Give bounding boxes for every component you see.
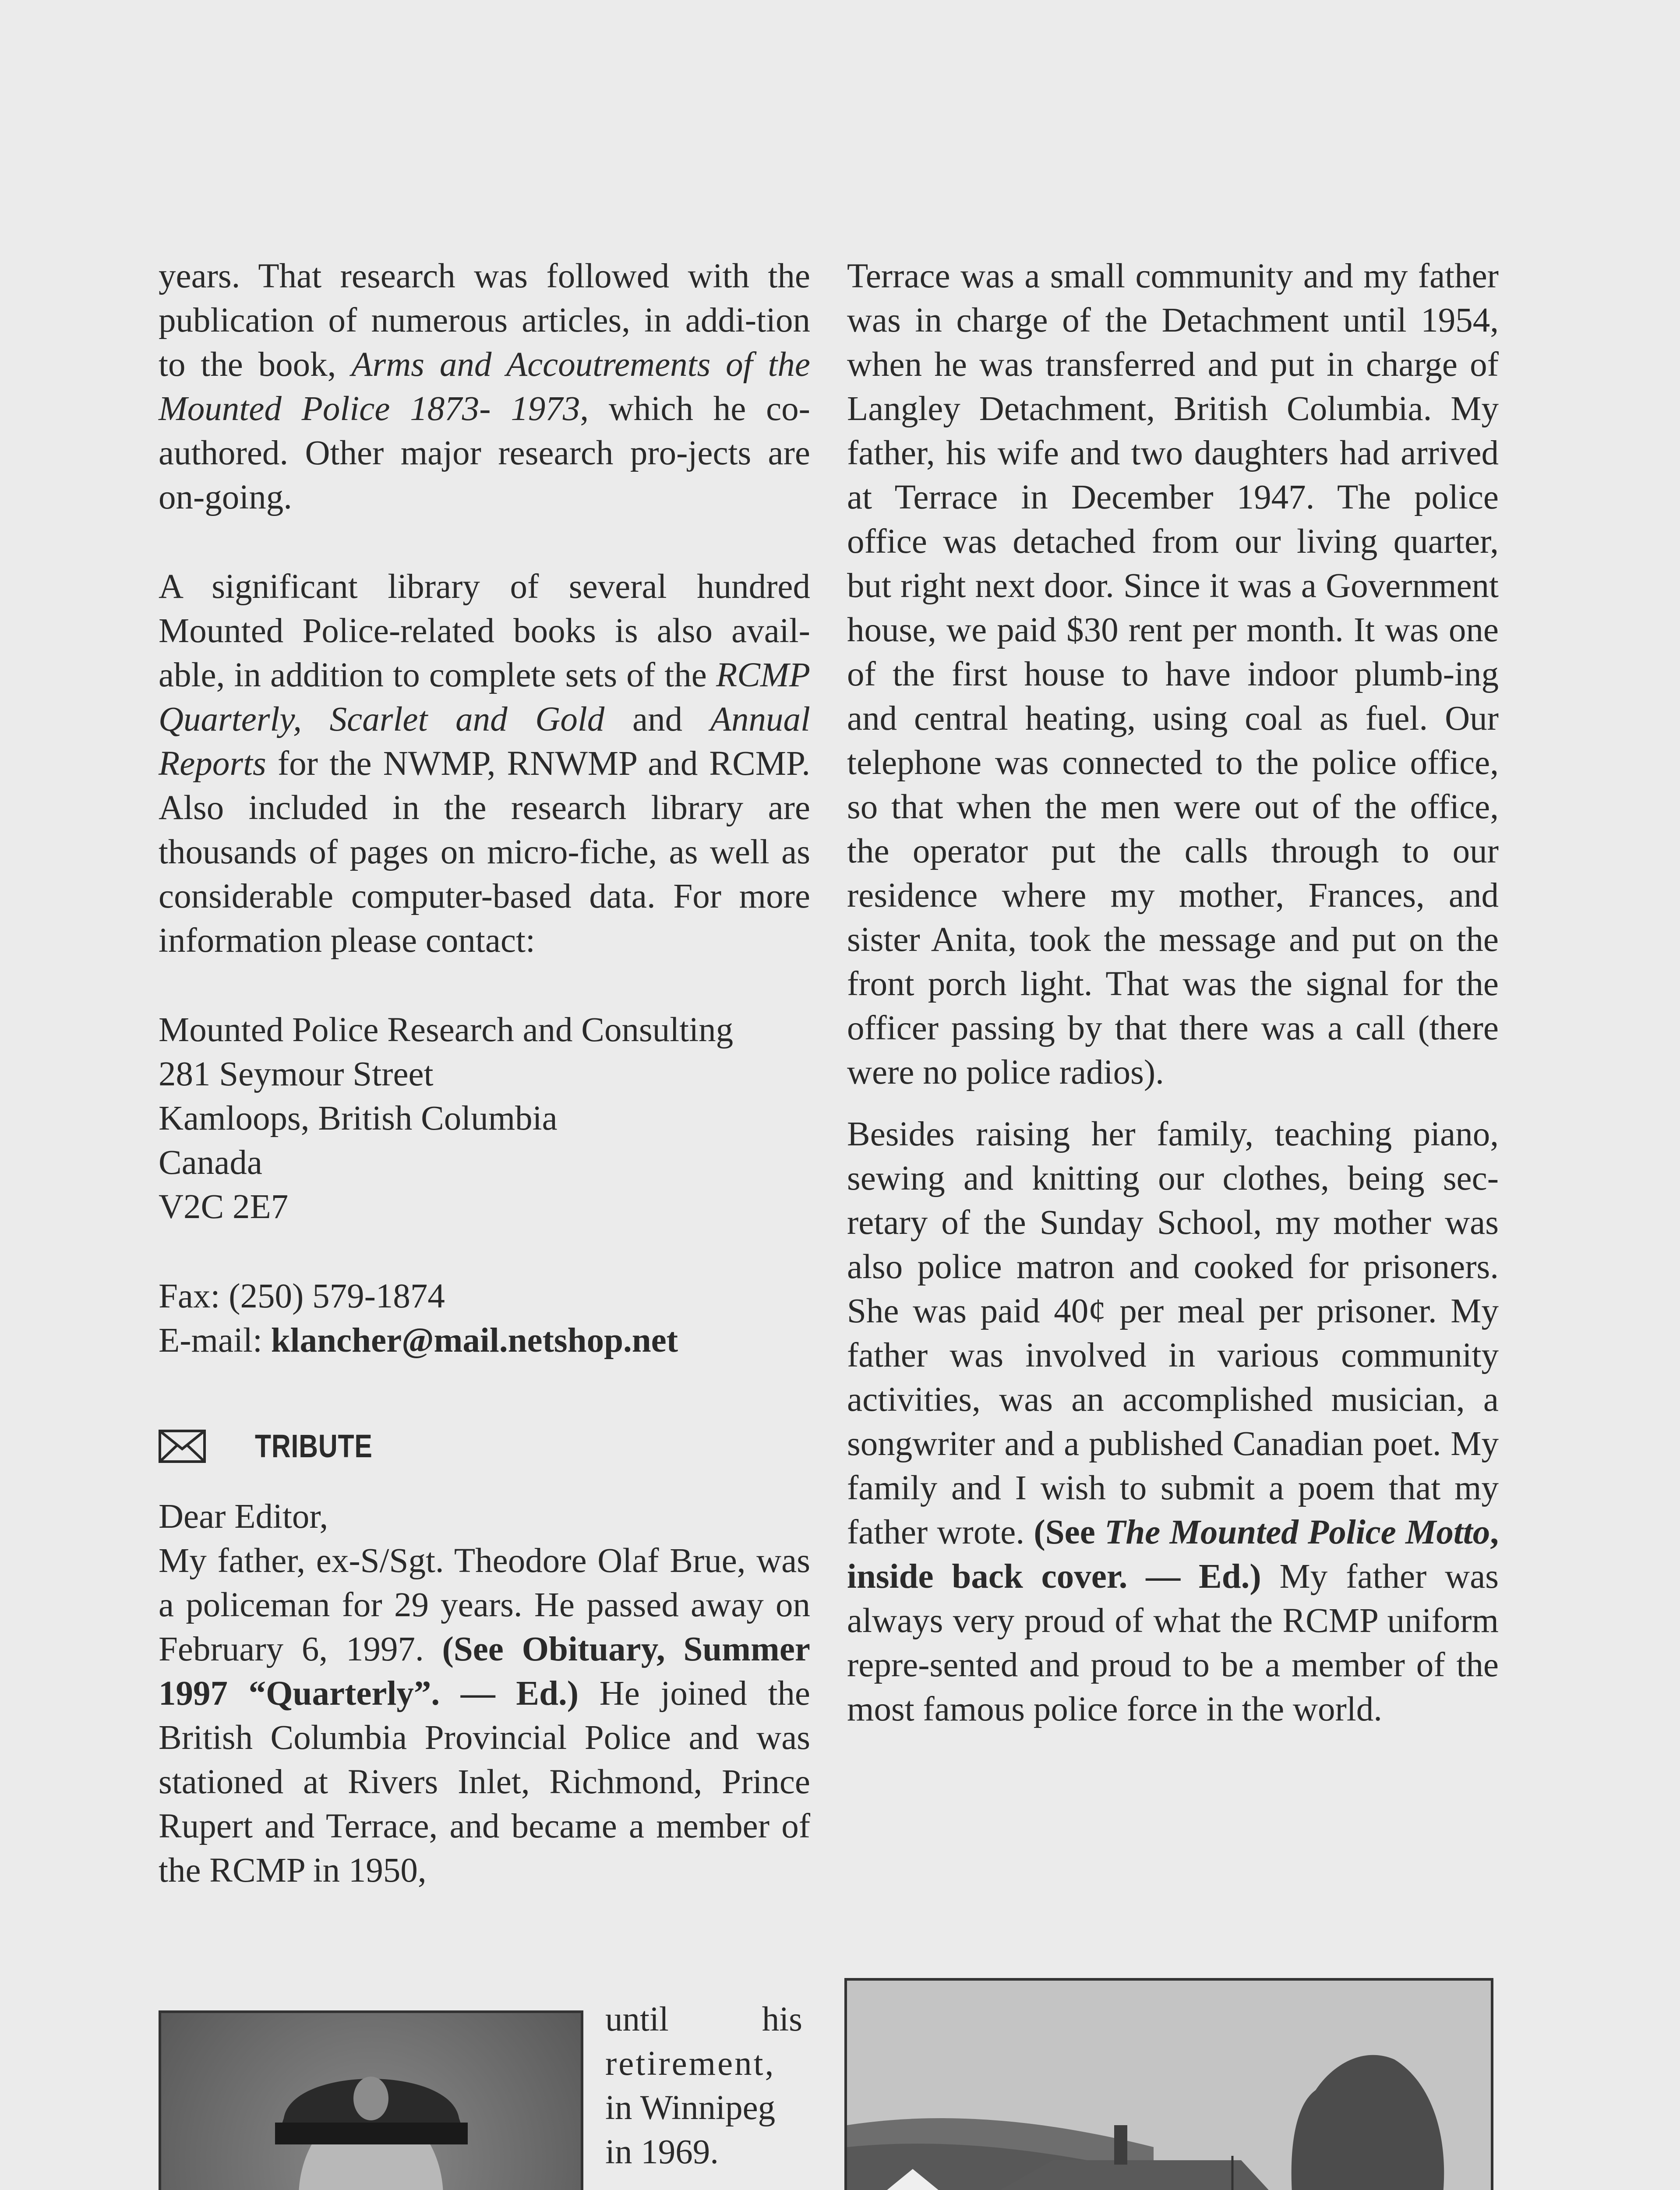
contact-fax: Fax: (250) 579-1874 xyxy=(159,1277,445,1315)
terrace-paragraph: Terrace was a small community and my father was in charge of the Detachment until 1954, when he was transferred and put in charge of Langley Detachment, British Columbia. My father, his wife and two daughters had arrived at Terrace in December 1947. The police office was detached from our living quarter, but right next door. Since it was a Government house, we paid $30 rent per month. It was one of the first house to have indoor plumb-ing and central heating, using coal as fuel. Our telephone was connected to the police office, so that when the men were out of the office, the operator put the calls through to our residence where my mother, Frances, and sister Anita, took the message and put on the front porch light. That was the signal for the officer passing by that there was a call (there were no police radios). xyxy=(847,257,1499,1091)
tribute-heading xyxy=(159,1424,810,1468)
left-column xyxy=(159,254,810,1893)
tribute-title: TRIBUTE xyxy=(255,1428,373,1464)
research-paragraph: years. That research was followed with the publication of numerous articles, in addi-tion to the book, Arms and Accoutrements of the Mounted Police 1873- 1973, which he co-authored. Other major research pro-jects are on-going. xyxy=(159,257,810,516)
building-image xyxy=(847,1981,1491,2190)
contact-address: Mounted Police Research and Consulting 281 Seymour Street Kamloops, British Columbia Canada V2C 2E7 xyxy=(159,1011,734,1226)
portrait-image xyxy=(161,2013,581,2190)
salutation: Dear Editor, xyxy=(159,1498,328,1536)
mother-paragraph: Besides raising her family, teaching piano, sewing and knitting our clothes, being sec-retary of the Sunday School, my mother was also police matron and cooked for prisoners. She was paid 40¢ per meal per prisoner. My father was involved in various community activities, was an accomplished musician, a songwriter and a published Canadian poet. My family and I wish to submit a poem that my father wrote. (See The Mounted Police Motto, inside back cover. — Ed.) My father was always very proud of what the RCMP uniform repre-sented and proud to be a member of the most famous police force in the world. xyxy=(847,1115,1499,1728)
retirement-text: until his retirement, in Winnipeg in 1969. xyxy=(605,2000,802,2171)
rcmp-hq-photo xyxy=(844,1978,1493,2190)
tribute-paragraph: My father, ex-S/Sgt. Theodore Olaf Brue, was a policeman for 29 years. He passed away on February 6, 1997. (See Obituary, Summer 1997 “Quarterly”. — Ed.) He joined the British Columbia Provincial Police and was stationed at Rivers Inlet, Richmond, Prince Rupert and Terrace, and became a member of the RCMP in 1950, xyxy=(159,1542,810,1890)
portrait-photo xyxy=(159,2010,583,2190)
contact-email: E-mail: klancher@mail.netshop.net xyxy=(159,1321,678,1360)
right-column xyxy=(847,254,1499,1731)
envelope-icon xyxy=(159,1430,206,1463)
library-paragraph: A significant library of several hundred Mounted Police-related books is also avail-able, in addition to complete sets of the RCMP Quarterly, Scarlet and Gold and Annual Reports for the NWMP, RNWMP and RCMP. Also included in the research library are thousands of pages on micro-fiche, as well as considerable computer-based data. For more information please contact: xyxy=(159,568,810,960)
